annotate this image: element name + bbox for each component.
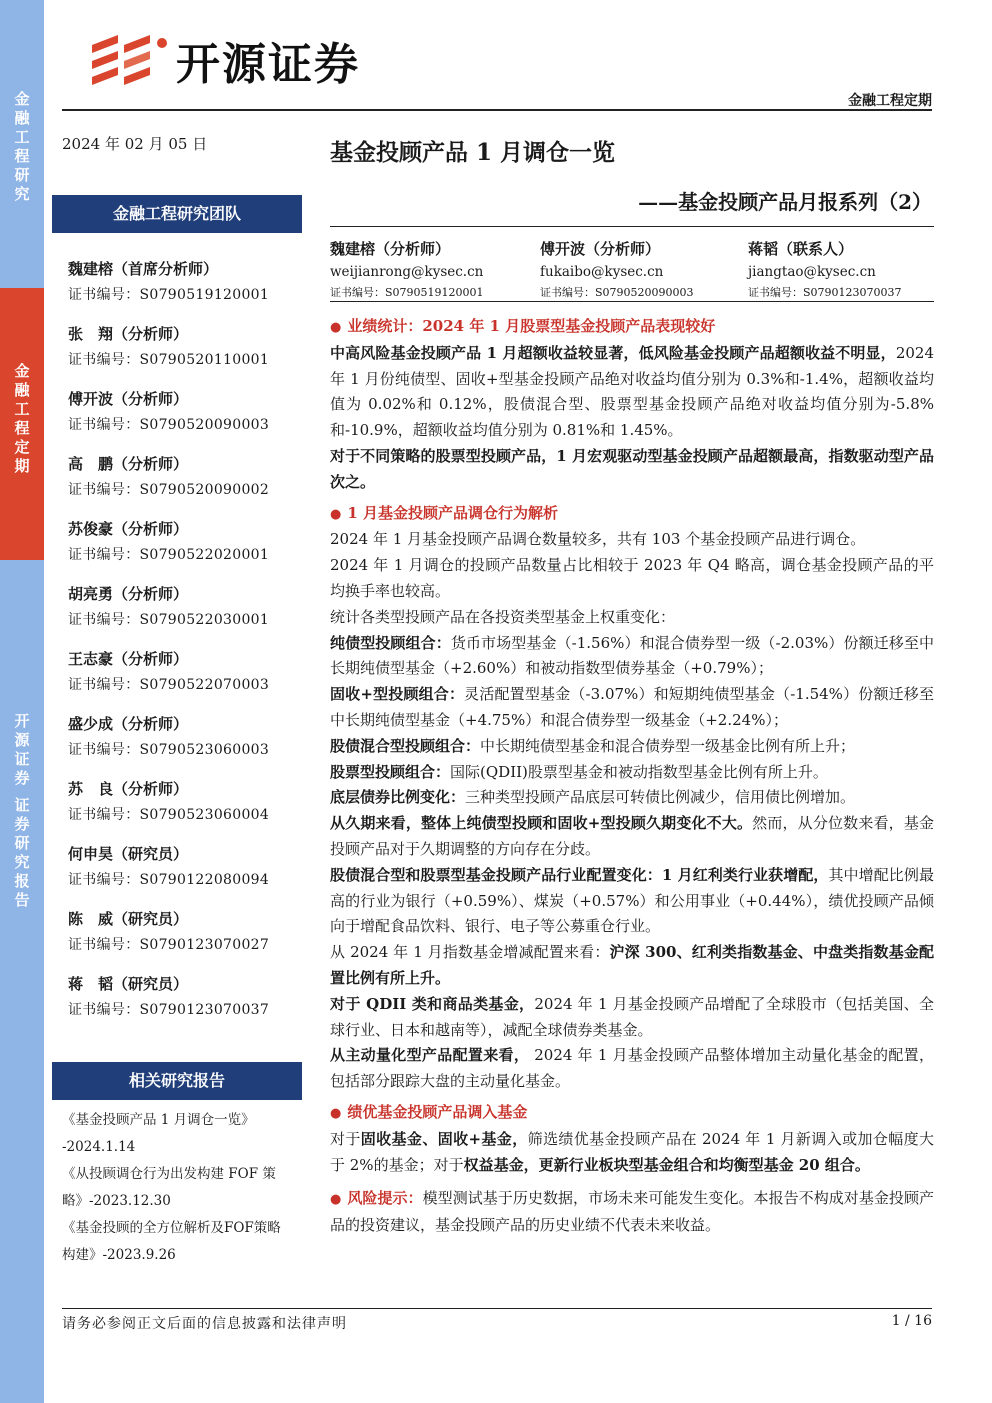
related-report-date: 构建》-2023.9.26 [62, 1247, 176, 1263]
analyst-cert: 证书编号：S0790523060003 [68, 742, 270, 758]
analyst-cert: 证书编号：S0790523060004 [68, 807, 270, 823]
report-body [330, 314, 934, 1239]
analyst-name: 高 鹏（分析师） [68, 455, 189, 473]
paragraph: 股票型投顾组合：国际(QDII)股票型基金和被动指数型基金比例有所上升。 [330, 762, 828, 781]
stripe-label-company: 开 源 证 券 证 券 研 究 报 告 [14, 712, 30, 909]
related-report-link[interactable]: 《从投顾调仓行为出发构建 FOF 策 [62, 1166, 276, 1182]
report-category: 金融工程定期 [848, 93, 932, 109]
section-heading: ● 1 月基金投顾产品调仓行为解析 [330, 501, 934, 528]
analyst-cert: 证书编号：S0790520110001 [68, 352, 270, 368]
paragraph: 对于 QDII 类和商品类基金，2024 年 1 月基金投顾产品增配了全球股市（包括美国、全球行业、日本和越南等），减配全球债券类基金。 [330, 994, 934, 1039]
section-heading: ● 绩优基金投顾产品调入基金 [330, 1100, 934, 1127]
author-block [748, 238, 928, 300]
analyst-cert: 证书编号：S0790519120001 [68, 287, 270, 303]
stripe-label-research: 金 融 工 程 研 究 [14, 90, 30, 203]
analyst-name: 魏建榕（首席分析师） [68, 260, 219, 278]
analyst-cert: 证书编号：S0790522020001 [68, 547, 270, 563]
analyst-entry [68, 583, 308, 629]
analyst-name: 苏 良（分析师） [68, 780, 189, 798]
company-logo [88, 30, 360, 90]
analyst-entry [68, 388, 308, 434]
team-header: 金融工程研究团队 [52, 195, 302, 233]
analyst-entry [68, 843, 308, 889]
paragraph: 2024 年 1 月基金投顾产品调仓数量较多，共有 103 个基金投顾产品进行调仓。 [330, 530, 866, 549]
logo-wordmark: 开源证券 [176, 39, 360, 90]
analyst-name: 傅开波（分析师） [68, 390, 189, 408]
paragraph: 固收+型投顾组合：灵活配置型基金（-3.07%）和短期纯债型基金（-1.54%）份额迁移至中长期纯债型基金（+4.75%）和混合债券型一级基金（+2.24%）； [330, 685, 934, 729]
analyst-entry [68, 973, 308, 1019]
report-title: 基金投顾产品 1 月调仓一览 [330, 139, 616, 166]
risk-heading: ● 风险提示： [330, 1189, 423, 1207]
analyst-name: 何申昊（研究员） [68, 845, 189, 863]
analyst-entry [68, 908, 308, 954]
paragraph: 中高风险基金投顾产品 1 月超额收益较显著，低风险基金投顾产品超额收益不明显，2024 年 1 月份纯债型、固收+型基金投顾产品绝对收益均值分别为 0.3%和-1.4%，超额收益均值为 0.02%和 0.12%，股债混合型、股票型基金投顾产品绝对收益均值分别为-5.8%和-10.9%，超额收益均值分别为 0.81%和 1.45%。 [330, 343, 934, 440]
paragraph: 2024 年 1 月调仓的投顾产品数量占比相较于 2023 年 Q4 略高，调仓基金投顾产品的平均换手率也较高。 [330, 556, 934, 600]
analyst-entry [68, 323, 308, 369]
analyst-cert: 证书编号：S0790522070003 [68, 677, 270, 693]
analyst-entry [68, 518, 308, 564]
paragraph: 从 2024 年 1 月指数基金增减配置来看：沪深 300、红利类指数基金、中盘类指数基金配置比例有所上升。 [330, 943, 934, 987]
related-report-link[interactable]: 《基金投顾产品 1 月调仓一览》 [62, 1112, 255, 1128]
analyst-cert: 证书编号：S0790123070027 [68, 937, 270, 953]
author-email[interactable]: fukaibo@kysec.cn [540, 264, 664, 280]
analyst-name: 胡亮勇（分析师） [68, 585, 189, 603]
related-reports-list [62, 1107, 308, 1269]
page-number: 1 / 16 [891, 1313, 932, 1329]
analyst-cert: 证书编号：S0790522030001 [68, 612, 270, 628]
analyst-entry [68, 778, 308, 824]
analyst-name: 陈 威（研究员） [68, 910, 189, 928]
analyst-cert: 证书编号：S0790520090002 [68, 482, 270, 498]
author-divider [330, 301, 934, 302]
author-name: 魏建榕（分析师） [330, 240, 451, 258]
author-email[interactable]: weijianrong@kysec.cn [330, 264, 484, 280]
author-cert: 证书编号：S0790123070037 [748, 286, 902, 299]
analyst-entry [68, 713, 308, 759]
paragraph: 底层债券比例变化：三种类型投顾产品底层可转债比例减少，信用债比例增加。 [330, 788, 856, 807]
risk-warning: ● 风险提示：模型测试基于历史数据，市场未来可能发生变化。本报告不构成对基金投顾产品的投资建议，基金投顾产品的历史业绩不代表未来收益。 [330, 1186, 934, 1239]
author-cert: 证书编号：S0790519120001 [330, 286, 484, 299]
report-subtitle: ——基金投顾产品月报系列（2） [638, 190, 932, 214]
analyst-entry [68, 258, 308, 304]
paragraph: 从久期来看，整体上纯债型投顾和固收+型投顾久期变化不大。然而，从分位数来看，基金投顾产品对于久期调整的方向存在分歧。 [330, 814, 934, 858]
author-block [330, 238, 510, 300]
analyst-entry [68, 648, 308, 694]
author-block [540, 238, 720, 300]
paragraph: 对于不同策略的股票型投顾产品，1 月宏观驱动型基金投顾产品超额最高，指数驱动型产品次之。 [330, 446, 934, 491]
author-cert: 证书编号：S0790520090003 [540, 286, 694, 299]
analyst-name: 苏俊豪（分析师） [68, 520, 189, 538]
analyst-cert: 证书编号：S0790122080094 [68, 872, 270, 888]
footer-disclaimer: 请务必参阅正文后面的信息披露和法律声明 [62, 1316, 347, 1332]
section-heading: ● 业绩统计：2024 年 1 月股票型基金投顾产品表现较好 [330, 314, 934, 341]
paragraph: 股债混合型投顾组合：中长期纯债型基金和混合债券型一级基金比例有所上升； [330, 736, 856, 755]
related-report-link[interactable]: 《基金投顾的全方位解析及FOF策略 [62, 1220, 281, 1236]
related-report-date: 略》-2023.12.30 [62, 1193, 171, 1209]
footer-divider [62, 1308, 932, 1309]
paragraph: 从主动量化型产品配置来看， 2024 年 1 月基金投顾产品整体增加主动量化基金的配置，包括部分跟踪大盘的主动量化基金。 [330, 1046, 934, 1091]
paragraph: 统计各类型投顾产品在各投资类型基金上权重变化： [330, 607, 676, 626]
header-divider [62, 109, 932, 111]
report-date: 2024 年 02 月 05 日 [62, 135, 208, 153]
stripe-label-periodic: 金 融 工 程 定 期 [14, 362, 30, 475]
author-name: 蒋韬（联系人） [748, 240, 854, 258]
paragraph: 对于固收基金、固收+基金，筛选绩优基金投顾产品在 2024 年 1 月新调入或加仓幅度大于 2%的基金；对于权益基金，更新行业板块型基金组合和均衡型基金 20 组合。 [330, 1129, 934, 1174]
author-email[interactable]: jiangtao@kysec.cn [748, 264, 876, 280]
side-stripe [0, 0, 44, 1403]
analyst-cert: 证书编号：S0790520090003 [68, 417, 270, 433]
analyst-name: 张 翔（分析师） [68, 325, 189, 343]
analyst-name: 王志豪（分析师） [68, 650, 189, 668]
author-name: 傅开波（分析师） [540, 240, 661, 258]
analyst-name: 蒋 韬（研究员） [68, 975, 189, 993]
analyst-name: 盛少成（分析师） [68, 715, 189, 733]
analyst-cert: 证书编号：S0790123070037 [68, 1002, 270, 1018]
related-report-date: -2024.1.14 [62, 1139, 136, 1155]
paragraph: 股债混合型和股票型基金投顾产品行业配置变化：1 月红利类行业获增配，其中增配比例最高的行业为银行（+0.59%）、煤炭（+0.57%）和公用事业（+0.44%），绩优投顾产品倾向于增配食品饮料、银行、电子等公募重仓行业。 [330, 865, 934, 936]
related-reports-header: 相关研究报告 [52, 1062, 302, 1100]
logo-mark-icon [88, 31, 170, 89]
subtitle-divider [330, 226, 934, 227]
analyst-entry [68, 453, 308, 499]
paragraph: 纯债型投顾组合：货币市场型基金（-1.56%）和混合债券型一级（-2.03%）份额迁移至中长期纯债型基金（+2.60%）和被动指数型债券基金（+0.79%）； [330, 633, 934, 678]
